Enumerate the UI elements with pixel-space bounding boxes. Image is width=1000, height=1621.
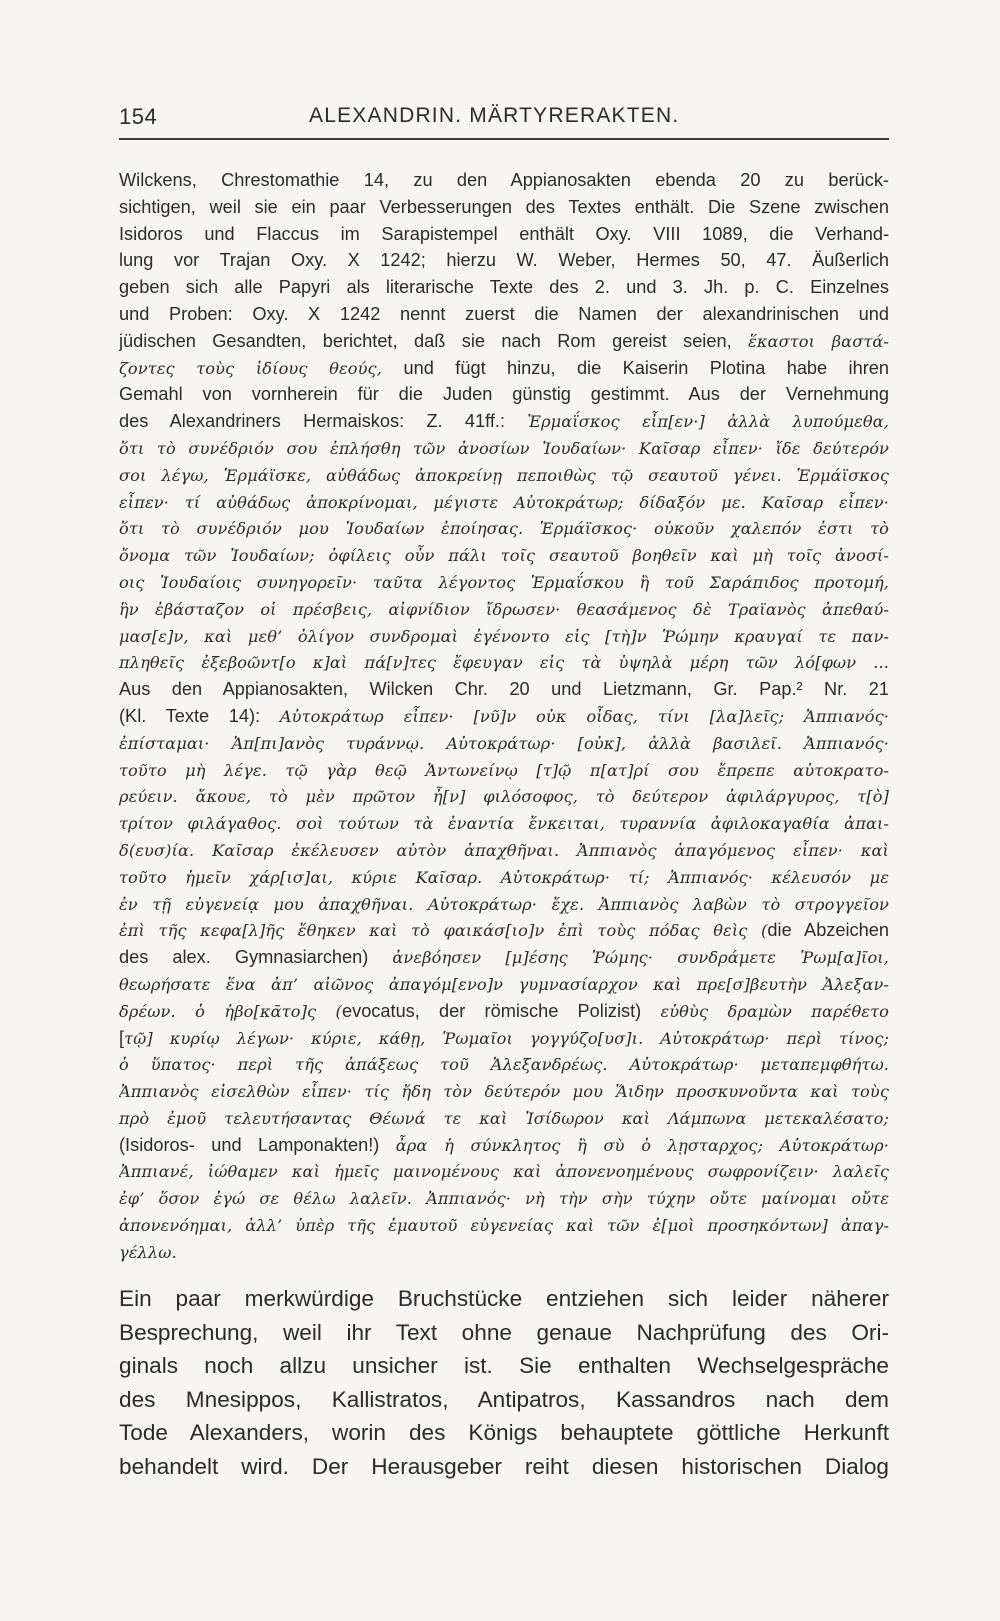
text-line: des Mnesippos, Kallistratos, Antipatros, Kassandros nach dem bbox=[119, 1386, 889, 1412]
body-text bbox=[119, 167, 889, 1266]
text-line: ἀπονενόημαι, ἀλλ’ ὑπὲρ τῆς ἐμαυτοῦ εὐγενείας καὶ τῶν ἐ[μοὶ προσηκόντων] ἀπαγ- bbox=[119, 1216, 889, 1236]
text-line: Ein paar merkwürdige Bruchstücke entziehen sich leider näherer bbox=[119, 1286, 889, 1311]
closing-paragraph bbox=[119, 1282, 889, 1484]
text-line: τοῦτο μὴ λέγε. τῷ γὰρ θεῷ Ἀντωνείνῳ [τ]ῷ π[ατ]ρί σου ἔπρεπε αὐτοκρατο- bbox=[119, 760, 889, 780]
text-line: des alex. Gymnasiarchen) ἀνεβόησεν [μ]έσης Ῥώμης· συνδράμετε Ῥωμ[α]ῖοι, bbox=[119, 947, 889, 968]
running-head: ALEXANDRIN. MÄRTYRERAKTEN. bbox=[309, 104, 680, 127]
text-line: θεωρήσατε ἕνα ἀπ’ αἰῶνος ἀπαγόμ[ενο]ν γυμνασίαρχον καὶ πρε[σ]βευτὴν Ἀλεξαν- bbox=[119, 974, 889, 994]
text-line: Ἀππιανέ, ἰώθαμεν καὶ ἡμεῖς μαινομένους καὶ ἀπονενοημένους σωφρονίζειν· λαλεῖς bbox=[119, 1162, 889, 1182]
text-line: Tode Alexanders, worin des Königs behauptete göttliche Herkunft bbox=[119, 1420, 889, 1446]
text-line: behandelt wird. Der Herausgeber reiht diesen historischen Dialog bbox=[119, 1453, 889, 1479]
text-line: μασ[ε]ν, καὶ μεθ’ ὀλίγον συνδρομαὶ ἐγένοντο εἰς [τὴ]ν Ῥώμην κραυγαί τε παν- bbox=[119, 626, 889, 646]
text-line: ἐν τῇ εὐγενείᾳ μου ἀπαχθῆναι. Αὐτοκράτωρ· ἔχε. Ἀππιανὸς λαβὼν τὸ στρογγεῖον bbox=[119, 894, 889, 914]
text-line: σοι λέγω, Ἑρμάϊσκε, αὐθάδως ἀποκρείνῃ πεποιθὼς τῷ σεαυτοῦ γένει. Ἑρμάϊσκος bbox=[119, 465, 889, 485]
text-line: ρεύειν. ἄκουε, τὸ μὲν πρῶτον ἦ[ν] φιλόσοφος, τὸ δεύτερον ἀφιλάργυρος, τ[ὸ] bbox=[119, 787, 889, 807]
text-line: ὅτι τὸ συνέδριόν μου Ἰουδαίων ἐποίησας. Ἑρμάϊσκος· οὐκοῦν χαλεπόν ἐστι τὸ bbox=[119, 519, 889, 539]
text-line: εἶπεν· τί αὐθάδως ἀποκρίνομαι, μέγιστε Αὐτοκράτωρ; δίδαξόν με. Καῖσαρ εἶπεν· bbox=[119, 492, 889, 512]
text-line: Gemahl von vornherein für die Juden günstig gestimmt. Aus der Vernehmung bbox=[119, 384, 889, 405]
text-line: τρίτον φιλάγαθος. σοὶ τούτων τὰ ἐναντία ἔνκειται, τυραννία ἀφιλοκαγαθία ἀπαι- bbox=[119, 814, 889, 834]
text-line: (Isidoros- und Lamponakten!) ἆρα ἡ σύνκλητος ἢ σὺ ὁ λῃσταρχος; Αὐτοκράτωρ· bbox=[119, 1134, 889, 1155]
text-line: Aus den Appianosakten, Wilcken Chr. 20 und Lietzmann, Gr. Pap.² Nr. 21 bbox=[119, 679, 889, 700]
text-line: Isidoros und Flaccus im Sarapistempel enthält Oxy. VIII 1089, die Verhand- bbox=[119, 223, 889, 244]
text-line: δρέων. ὁ ἠβο[κᾶτο]ς (evocatus, der römische Polizist) εὐθὺς δραμὼν παρέθετο bbox=[119, 1000, 889, 1021]
text-line: ginals noch allzu unsicher ist. Sie enthalten Wechselgespräche bbox=[119, 1353, 889, 1379]
text-line: ὄνομα τῶν Ἰουδαίων; ὀφίλεις οὖν πάλι τοῖς σεαυτοῦ βοηθεῖν καὶ μὴ τοῖς ἀνοσί- bbox=[119, 546, 889, 566]
text-line: πρὸ ἐμοῦ τελευτήσαντας Θέωνά τε καὶ Ἰσίδωρον καὶ Λάμπωνα μετεκαλέσατο; bbox=[119, 1108, 889, 1128]
text-line: ὁ ὕπατος· περὶ τῆς ἀπάξεως τοῦ Ἀλεξανδρέως. Αὐτοκράτωρ· μεταπεμφθήτω. bbox=[119, 1055, 889, 1075]
text-line: [τῷ] κυρίῳ λέγων· κύριε, κάθῃ, Ῥωμαῖοι γογγύζο[υσ]ι. Αὐτοκράτωρ· περὶ τίνος; bbox=[119, 1027, 889, 1048]
text-line: Besprechung, weil ihr Text ohne genaue Nachprüfung des Ori- bbox=[119, 1319, 889, 1345]
text-line: sichtigen, weil sie ein paar Verbesserungen des Textes enthält. Die Szene zwischen bbox=[119, 196, 889, 217]
text-line: ἐπὶ τῆς κεφα[λ]ῆς ἔθηκεν καὶ τὸ φαικάσ[ιο]ν ἐπὶ τοὺς πόδας θεὶς (die Abzeichen bbox=[119, 920, 889, 941]
text-line: τοῦτο ἡμεῖν χάρ[ισ]αι, κύριε Καῖσαρ. Αὐτοκράτωρ· τί; Ἀππιανός· κέλευσόν με bbox=[119, 867, 889, 887]
text-line: und Proben: Oxy. X 1242 nennt zuerst die Namen der alexandrinischen und bbox=[119, 303, 889, 324]
text-line: (Kl. Texte 14): Αὐτοκράτωρ εἶπεν· [νῦ]ν οὐκ οἶδας, τίνι [λα]λεῖς; Ἀππιανός· bbox=[119, 705, 889, 726]
page-number: 154 bbox=[119, 104, 158, 129]
text-line: πληθεῖς ἐξεβοῶντ[ο κ]αὶ πά[ν]τες ἔφευγαν εἰς τὰ ὑψηλὰ μέρη τῶν λό[φων ... bbox=[119, 653, 889, 673]
text-line: ὅτι τὸ συνέδριόν σου ἐπλήσθη τῶν ἀνοσίων Ἰουδαίων· Καῖσαρ εἶπεν· ἴδε δεύτερόν bbox=[119, 438, 889, 458]
page-header bbox=[119, 104, 889, 138]
text-line: ἣν ἐβάσταζον οἱ πρέσβεις, αἰφνίδιον ἴδρωσεν· θεασάμενος δὲ Τραϊανὸς ἀπεθαύ- bbox=[119, 599, 889, 619]
text-line: ἐφ’ ὅσον ἐγώ σε θέλω λαλεῖν. Ἀππιανός· νὴ τὴν σὴν τύχην οὔτε μαίνομαι οὔτε bbox=[119, 1189, 889, 1209]
header-rule bbox=[119, 138, 889, 140]
text-line: des Alexandriners Hermaiskos: Z. 41ff.: Ἑρμαΐσκος εἶπ[εν·] ἀλλὰ λυπούμεθα, bbox=[119, 411, 889, 432]
text-line: jüdischen Gesandten, berichtet, daß sie nach Rom gereist seien, ἕκαστοι βαστά- bbox=[119, 330, 889, 351]
text-line: ζοντες τοὺς ἰδίους θεούς, und fügt hinzu, die Kaiserin Plotina habe ihren bbox=[119, 357, 889, 378]
text-line: γέλλω. bbox=[119, 1242, 177, 1262]
text-line: lung vor Trajan Oxy. X 1242; hierzu W. Weber, Hermes 50, 47. Äußerlich bbox=[119, 250, 889, 271]
text-line: geben sich alle Papyri als literarische Texte des 2. und 3. Jh. p. C. Einzelnes bbox=[119, 277, 889, 298]
text-line: Wilckens, Chrestomathie 14, zu den Appianosakten ebenda 20 zu berück- bbox=[119, 170, 889, 190]
text-line: δ(ευσ)ία. Καῖσαρ ἐκέλευσεν αὐτὸν ἀπαχθῆναι. Ἀππιανὸς ἀπαγόμενος εἶπεν· καὶ bbox=[119, 840, 889, 860]
text-line: ἐπίσταμαι· Ἀπ[πι]ανὸς τυράννῳ. Αὐτοκράτωρ· [οὐκ], ἀλλὰ βασιλεῖ. Ἀππιανός· bbox=[119, 733, 889, 753]
text-line: Ἀππιανὸς εἰσελθὼν εἶπεν· τίς ἤδη τὸν δεύτερόν μου Ἅιδην προσκυνοῦντα καὶ τοὺς bbox=[119, 1082, 889, 1102]
text-line: οις Ἰουδαίοις συνηγορεῖν· ταῦτα λέγοντος Ἑρμαΐσκου ἢ τοῦ Σαράπιδος προτομή, bbox=[119, 572, 889, 592]
